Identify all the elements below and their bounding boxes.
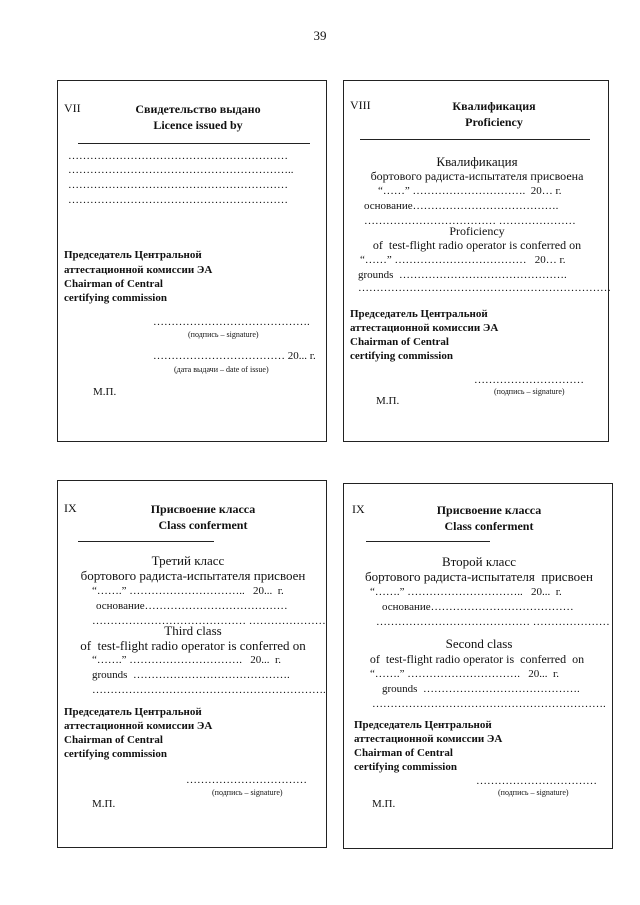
- signature-caption: (подпись – signature): [188, 330, 259, 339]
- section-title: [98, 501, 308, 533]
- stamp-placeholder: М.П.: [372, 798, 396, 810]
- proficiency-heading-en: Proficiency: [449, 224, 505, 238]
- class-date-en: “…….” …………………………. 20... г.: [92, 654, 282, 666]
- class-date-ru: “…….” ………………………….. 20... г.: [92, 585, 284, 597]
- card-class-conferment-third: [57, 480, 327, 848]
- page-number: 39: [313, 28, 327, 43]
- stamp-placeholder: М.П.: [376, 395, 400, 407]
- stamp-placeholder: М.П.: [92, 798, 116, 810]
- section-title-en: Class conferment: [444, 519, 534, 533]
- issuer-dotline: ……………………………………………………: [68, 194, 288, 206]
- class-text-ru: бортового радиста-испытателя присвоен: [364, 569, 594, 584]
- stamp-placeholder: М.П.: [93, 386, 117, 398]
- qualification-date-ru: “……” …………………………. 20… г.: [378, 185, 562, 197]
- class-heading-en: Third class: [164, 623, 222, 638]
- signature-caption: (подпись – signature): [498, 788, 569, 797]
- class-dotline-en: ……………………………………………………….: [92, 684, 326, 696]
- signature-line: ……………………………: [476, 775, 597, 787]
- chairman-line: Председатель Центральной: [64, 249, 202, 261]
- class-basis-ru: основание…………………………………: [96, 600, 288, 612]
- chairman-line: Chairman of Central: [350, 336, 449, 348]
- section-title-ru: Квалификация: [452, 99, 536, 113]
- section-number: VII: [64, 101, 81, 115]
- chairman-line: Председатель Центральной: [64, 706, 202, 718]
- title-underline: [360, 139, 590, 140]
- card-class-conferment-second: [343, 483, 613, 849]
- section-title-ru: Присвоение класса: [436, 503, 542, 517]
- signature-line: …………………………………….: [153, 316, 310, 328]
- chairman-line: аттестационной комиссии ЭА: [64, 720, 213, 732]
- class-grounds-en: grounds …………………………………….: [92, 669, 290, 681]
- class-grounds-en: grounds …………………………………….: [382, 683, 580, 695]
- chairman-line: Председатель Центральной: [350, 308, 488, 320]
- signature-line: …………………………: [474, 374, 584, 386]
- issuer-underline: [78, 143, 310, 144]
- chairman-line: certifying commission: [64, 748, 167, 760]
- section-title-en: Class conferment: [158, 518, 248, 532]
- class-dotline-ru: …………………………………… …………………: [92, 615, 326, 627]
- title-underline: [78, 541, 214, 542]
- title-underline: [366, 541, 490, 542]
- issue-date-line: ……………………………… 20... г.: [153, 350, 316, 362]
- section-title: [404, 98, 584, 130]
- issue-date-caption: (дата выдачи – date of issue): [174, 365, 269, 374]
- class-text-ru: бортового радиста-испытателя присвоен: [80, 568, 306, 583]
- card-proficiency: [343, 80, 609, 442]
- section-number: VIII: [350, 98, 371, 112]
- proficiency-text-en: of test-flight radio operator is conferred on: [372, 238, 582, 252]
- qualification-dotline-ru: ……………………………… …………………: [364, 215, 576, 227]
- signature-line: ……………………………: [186, 774, 307, 786]
- class-dotline-en: ……………………………………………………….: [372, 698, 606, 710]
- qualification-heading-ru: Квалификация: [436, 154, 518, 169]
- chairman-line: Chairman of Central: [64, 734, 163, 746]
- class-date-en: “…….” …………………………. 20... г.: [370, 668, 560, 680]
- chairman-line: certifying commission: [354, 761, 457, 773]
- card-licence-issued: [57, 80, 327, 442]
- chairman-line: certifying commission: [350, 350, 453, 362]
- section-number: IX: [352, 502, 365, 516]
- proficiency-grounds-en: grounds ……………………………………….: [358, 269, 567, 281]
- issuer-dotline: ……………………………………………………: [68, 179, 288, 191]
- chairman-line: аттестационной комиссии ЭА: [64, 264, 213, 276]
- section-title: [98, 101, 298, 133]
- issuer-dotline: ……………………………………………………: [68, 150, 288, 162]
- class-heading-en: Second class: [445, 636, 513, 651]
- class-date-ru: “…….” ………………………….. 20... г.: [370, 586, 562, 598]
- section-title: [384, 502, 594, 534]
- class-text-en: of test-flight radio operator is conferred on: [369, 652, 585, 666]
- chairman-line: Председатель Центральной: [354, 719, 492, 731]
- section-title-en: Proficiency: [465, 115, 523, 129]
- issuer-dotline: ……………………………………………………..: [68, 164, 294, 176]
- section-title-ru: Присвоение класса: [150, 502, 256, 516]
- chairman-line: Chairman of Central: [354, 747, 453, 759]
- class-heading-ru: Второй класс: [441, 554, 516, 569]
- class-heading-ru: Третий класс: [151, 553, 225, 568]
- class-basis-ru: основание…………………………………: [382, 601, 574, 613]
- chairman-line: Chairman of Central: [64, 278, 163, 290]
- qualification-text-ru: бортового радиста-испытателя присвоена: [370, 169, 584, 183]
- chairman-line: аттестационной комиссии ЭА: [350, 322, 499, 334]
- signature-caption: (подпись – signature): [212, 788, 283, 797]
- section-number: IX: [64, 501, 77, 515]
- proficiency-dotline-en: ……………………………………………………………: [358, 282, 611, 294]
- chairman-line: certifying commission: [64, 292, 167, 304]
- chairman-line: аттестационной комиссии ЭА: [354, 733, 503, 745]
- signature-caption: (подпись – signature): [494, 387, 565, 396]
- class-dotline-ru: …………………………………… …………………: [376, 616, 610, 628]
- section-title-ru: Свидетельство выдано: [135, 102, 261, 116]
- section-title-en: Licence issued by: [153, 118, 243, 132]
- proficiency-date-en: “……” ……………………………… 20… г.: [360, 254, 566, 266]
- class-text-en: of test-flight radio operator is conferred on: [80, 638, 306, 653]
- qualification-basis-ru: основание………………………………….: [364, 200, 559, 212]
